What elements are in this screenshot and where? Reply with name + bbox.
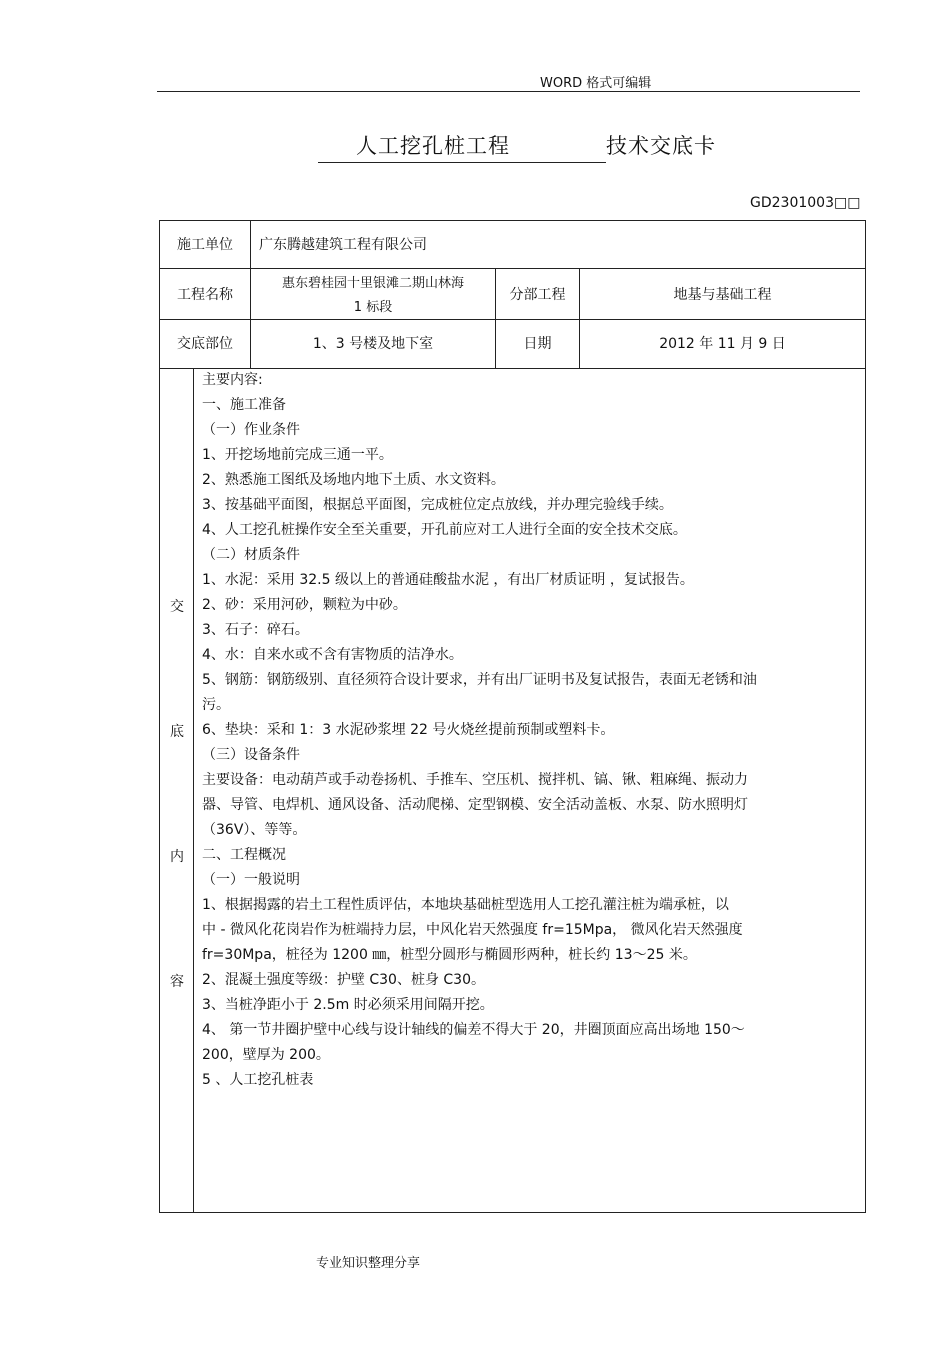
content-line: 一、施工准备 [202, 397, 286, 413]
disclosure-table [159, 220, 866, 1213]
content-line: 6、垫块：采和 1：3 水泥砂浆埋 22 号火烧丝提前预制或塑料卡。 [202, 722, 615, 738]
content-line: （三）设备条件 [202, 747, 300, 763]
project-value-line2: 1 标段 [353, 300, 393, 315]
document-title [318, 130, 716, 163]
content-line: 1、开挖场地前完成三通一平。 [202, 447, 393, 463]
content-line: （二）材质条件 [202, 547, 300, 563]
page-header-text: WORD 格式可编辑 [540, 76, 652, 91]
content-line: 二、工程概况 [202, 847, 286, 863]
page-footer-text: 专业知识整理分享 [316, 1256, 421, 1271]
content-line: 1、水泥：采用 32.5 级以上的普通硅酸盐水泥 ，有出厂材质证明 ，复试报告。 [202, 572, 694, 588]
content-line: 主要内容: [202, 372, 263, 388]
content-line: 污。 [202, 697, 230, 713]
content-line: 3、按基础平面图，根据总平面图，完成桩位定点放线，并办理完验线手续。 [202, 497, 673, 513]
sub-project-value: 地基与基础工程 [673, 287, 772, 303]
side-label-char: 交 [170, 599, 184, 615]
side-label-char: 容 [170, 974, 184, 990]
title-card: 技术交底卡 [606, 134, 716, 158]
content-line: fr=30Mpa，桩径为 1200 ㎜，桩型分圆形与椭圆形两种，桩长约 13～25 米。 [202, 947, 697, 963]
part-label: 交底部位 [177, 336, 233, 352]
content-line: 2、砂：采用河砂，颗粒为中砂。 [202, 597, 407, 613]
row-divider [160, 319, 865, 320]
part-value: 1、3 号楼及地下室 [312, 336, 434, 352]
side-label-char: 内 [170, 849, 184, 865]
content-line: 200，壁厚为 200。 [202, 1047, 330, 1063]
row-divider [160, 368, 865, 369]
content-line: 2、熟悉施工图纸及场地内地下土质、水文资料。 [202, 472, 505, 488]
project-label: 工程名称 [177, 287, 233, 303]
row-divider [160, 268, 865, 269]
document-number: GD2301003□□ [750, 195, 861, 211]
header-divider [157, 91, 860, 92]
col-divider [495, 268, 496, 368]
content-line: 4、 第一节井圈护壁中心线与设计轴线的偏差不得大于 20，井圈顶面应高出场地 150～ [202, 1022, 745, 1038]
content-line: 5、钢筋：钢筋级别、直径须符合设计要求，并有出厂证明书及复试报告，表面无老锈和油 [202, 672, 757, 688]
sub-project-label: 分部工程 [509, 287, 566, 303]
col-divider [579, 268, 580, 368]
content-line: 3、当桩净距小于 2.5m 时必须采用间隔开挖。 [202, 997, 494, 1013]
content-line: 主要设备：电动葫芦或手动卷扬机、手推车、空压机、搅拌机、镐、锹、粗麻绳、振动力 [202, 772, 748, 788]
content-line: 1、根据揭露的岩土工程性质评估，本地块基础桩型选用人工挖孔灌注桩为端承桩，以 [202, 897, 729, 913]
content-line: （36V）、等等。 [202, 822, 307, 838]
content-line: 2、混凝土强度等级：护壁 C30、桩身 C30。 [202, 972, 485, 988]
title-underline-gap [548, 140, 606, 163]
side-label-char: 底 [170, 724, 184, 740]
content-line: 中 - 微风化花岗岩作为桩端持力层，中风化岩天然强度 fr=15Mpa， 微风化岩天然强度 [202, 922, 743, 938]
project-value-line1: 惠东碧桂园十里银滩二期山林海 [281, 276, 464, 291]
content-line: （一）一般说明 [202, 872, 300, 888]
content-line: 4、人工挖孔桩操作安全至关重要，开孔前应对工人进行全面的安全技术交底。 [202, 522, 687, 538]
unit-label: 施工单位 [177, 237, 233, 253]
title-project: 人工挖孔桩工程 [318, 130, 548, 163]
unit-value: 广东腾越建筑工程有限公司 [259, 237, 427, 253]
date-value: 2012 年 11 月 9 日 [659, 336, 786, 352]
content-line: 5 、人工挖孔桩表 [202, 1072, 314, 1088]
date-label: 日期 [523, 336, 552, 352]
content-line: 器、导管、电焊机、通风设备、活动爬梯、定型钢模、安全活动盖板、水泵、防水照明灯 [202, 797, 748, 813]
content-line: 4、水：自来水或不含有害物质的洁净水。 [202, 647, 463, 663]
col-divider [193, 368, 194, 1212]
content-line: （一）作业条件 [202, 422, 300, 438]
content-line: 3、石子：碎石。 [202, 622, 309, 638]
